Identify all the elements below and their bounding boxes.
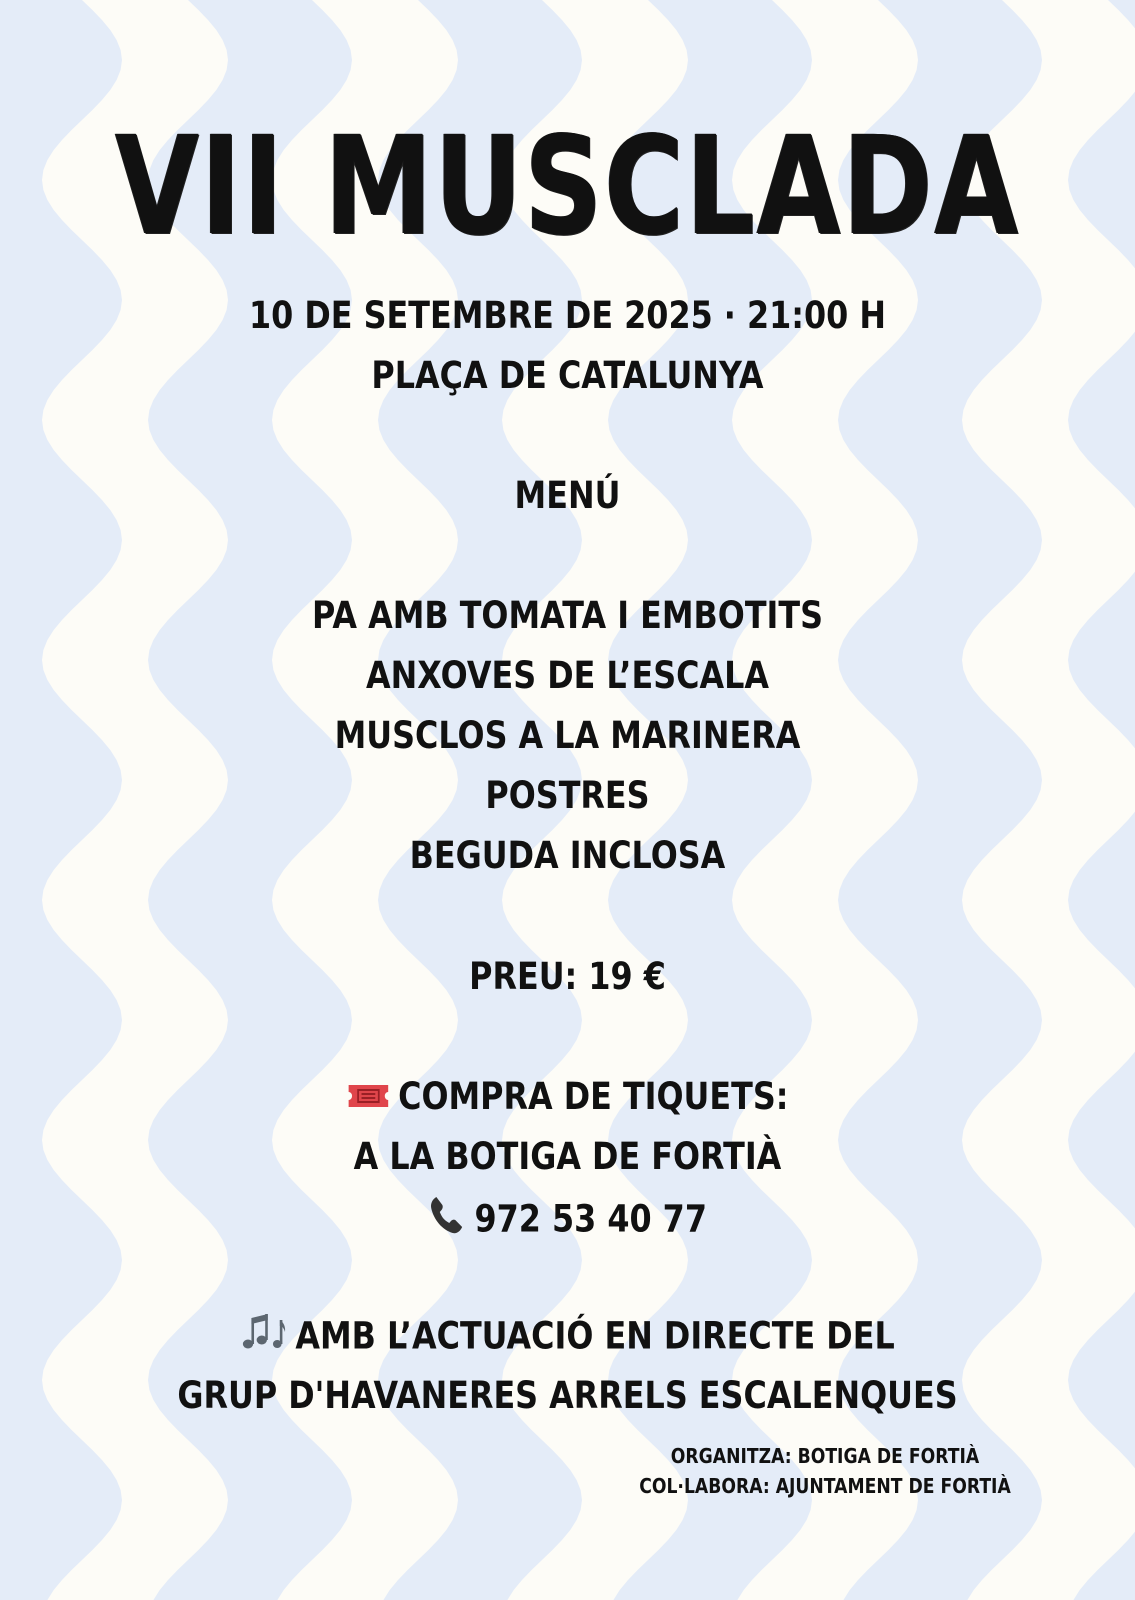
menu-item: BEGUDA INCLOSA (409, 834, 726, 877)
event-location: PLAÇA DE CATALUNYA (371, 354, 764, 397)
ticket-icon (347, 1075, 390, 1123)
poster-title: VII MUSCLADA (114, 108, 1021, 266)
music-line-2: GRUP D'HAVANERES ARRELS ESCALENQUES (177, 1374, 958, 1417)
tickets-heading-row (79, 1073, 1055, 1123)
music-notes-icon (240, 1312, 286, 1364)
telephone-icon (428, 1193, 466, 1249)
organizer: ORGANITZA: BOTIGA DE FORTIÀ (670, 1444, 980, 1468)
phone-number: 972 53 40 77 (474, 1197, 707, 1241)
collaborator: COL·LABORA: AJUNTAMENT DE FORTIÀ (639, 1474, 1011, 1498)
menu-heading: MENÚ (514, 474, 621, 517)
event-date-time: 10 DE SETEMBRE DE 2025 · 21:00 H (249, 294, 886, 337)
phone-row (79, 1193, 1055, 1249)
menu-item: MUSCLOS A LA MARINERA (334, 714, 801, 757)
tickets-heading: COMPRA DE TIQUETS: (398, 1075, 789, 1118)
menu-item: POSTRES (485, 774, 650, 817)
music-line-1-row (79, 1312, 1055, 1364)
menu-item: PA AMB TOMATA I EMBOTITS (311, 594, 824, 637)
tickets-place: A LA BOTIGA DE FORTIÀ (353, 1135, 782, 1178)
menu-item: ANXOVES DE L’ESCALA (365, 654, 770, 697)
price: PREU: 19 € (469, 955, 666, 998)
music-line-1: AMB L’ACTUACIÓ EN DIRECTE DEL (295, 1314, 895, 1358)
